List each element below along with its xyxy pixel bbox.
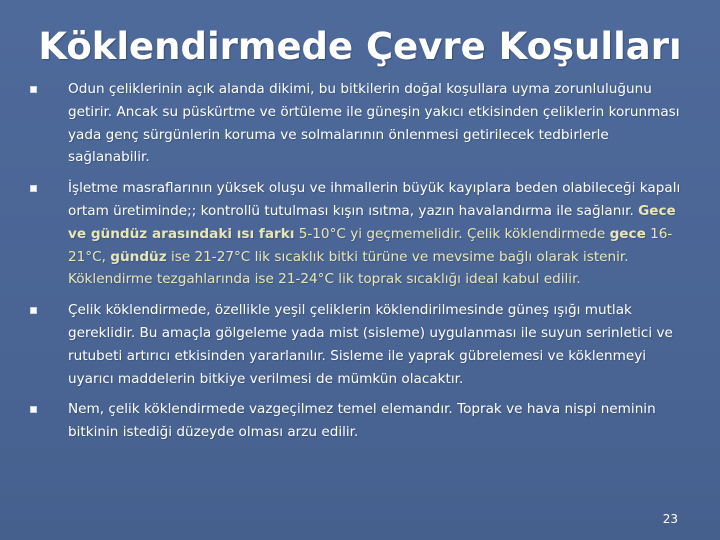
bullet-text: 16-21°C, [68,225,673,265]
bullet-text: Nem, çelik köklendirmede vazgeçilmez temel elemandır. Toprak ve hava nispi neminin bitkinin istediği düzeyde olması arzu edilir. [68,401,656,441]
bullet-text: Odun çeliklerinin açık alanda dikimi, bu bitkilerin doğal koşullara uyma zorunluluğunu getirir. Ancak su püskürtme ve örtüleme ile güneşin yakıcı etkisinden çeliklerin korunması yada genç sürgünlerin koruma ve solmalarının önlenmesi getirilecek tedbirlerle sağlanabilir. [68,81,680,166]
square-bullet-icon [30,185,37,192]
bullet-item [30,78,690,169]
square-bullet-icon [30,307,37,314]
bullet-list [30,78,690,452]
bullet-item [30,177,690,291]
bullet-text: 5-10°C yi geçmemelidir. Çelik köklendirmede [294,225,610,242]
bullet-emphasis: Gece ve gündüz arasındaki ısı farkı [68,202,676,242]
bullet-emphasis: gece [609,225,646,242]
bullet-item [30,398,690,444]
bullet-item [30,299,690,390]
square-bullet-icon [30,406,37,413]
page-number: 23 [662,512,678,526]
bullet-emphasis: gündüz [110,248,167,265]
square-bullet-icon [30,86,37,93]
bullet-text: Çelik köklendirmede, özellikle yeşil çeliklerin köklendirilmesinde güneş ışığı mutlak gereklidir. Bu amaçla gölgeleme yada mist (sisleme) uygulanması ile suyun serinletici ve rutubeti artırıcı etkisinden yararlanılır. Sisleme ile yaprak gübrelemesi ve köklenmeyi uyarıcı maddelerin bitkiye verilmesi de mümkün olacaktır. [68,302,673,387]
bullet-text: İşletme masraflarının yüksek oluşu ve ihmallerin büyük kayıplara beden olabileceği kapalı ortam üretiminde;; kontrollü tutulması kışın ısıtma, yazın havalandırma ile sağlanır. [68,180,681,219]
bullet-text: ise 21-27°C lik sıcaklık bitki türüne ve mevsime bağlı olarak istenir. Köklendirme tezgahlarında ise 21-24°C lik toprak sıcaklığı ideal kabul edilir. [68,248,629,288]
slide-title: Köklendirmede Çevre Koşulları [38,25,682,68]
